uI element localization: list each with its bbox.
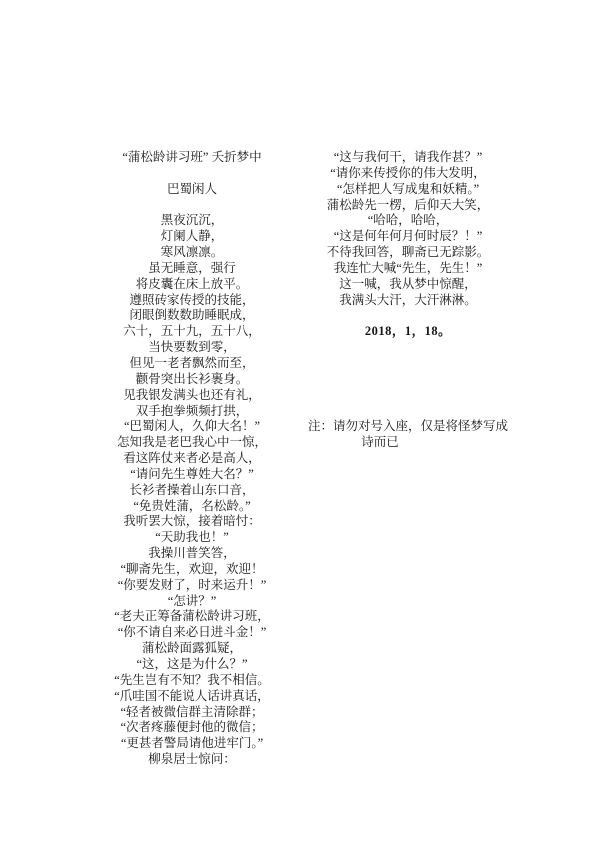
poem-line: 寒风凛凛。 <box>160 245 224 260</box>
poem-line: “怎讲？” <box>167 593 217 608</box>
blank-line <box>87 198 297 214</box>
poem-line: 我满头大汗，大汗淋淋。 <box>339 292 477 307</box>
poem-line: “次者疼藤便封他的微信； <box>120 720 264 735</box>
poem-line: “你要发财了，时来运升！” <box>117 577 267 592</box>
poem-author: 巴蜀闲人 <box>166 181 217 196</box>
poem-line: 灯阑人静， <box>160 229 224 244</box>
poem-line: 我操川普笑答， <box>148 546 236 561</box>
poem-line: “天助我也！” <box>155 530 229 545</box>
blank-line <box>303 388 513 404</box>
poem-line: 当快要数到零， <box>148 340 236 355</box>
poem-line: “这与我何干，请我作甚？” <box>333 150 483 164</box>
poem-line: 颧骨突出长衫裹身。 <box>135 371 249 386</box>
poem-right-lines <box>303 150 513 308</box>
blank-line <box>303 340 513 356</box>
poem-line: 我听罢大惊，接着暗忖： <box>123 514 261 529</box>
poem-line: “更甚者警局请他进牢门。” <box>120 736 264 751</box>
poem-line: 虽无睡意，强行 <box>148 260 236 275</box>
poem-line: 双手抱拳频频打拱， <box>135 403 249 418</box>
poem-left-column <box>87 150 297 768</box>
poem-line: “聊斋先生，欢迎，欢迎！ <box>120 561 264 576</box>
poem-line: 这一喊，我从梦中惊醒， <box>339 276 477 291</box>
poem-line: 柳泉居士惊问： <box>148 752 236 767</box>
poem-line: 蒲松龄先一楞，后仰天大笑， <box>326 197 490 212</box>
poem-line: 蒲松龄面露狐疑， <box>141 641 242 656</box>
poem-line: “哈哈，哈哈， <box>367 213 449 228</box>
poem-date: 2018，1，18。 <box>364 324 452 339</box>
poem-line: “怎样把人写成鬼和妖精。” <box>336 181 480 196</box>
poem-line: 长衫者操着山东口音， <box>129 482 255 497</box>
blank-line <box>303 308 513 324</box>
poem-line: 见我银发满头也还有礼， <box>123 387 261 402</box>
poem-line: 黑夜沉沉， <box>160 213 224 228</box>
poem-line: 将皮囊在床上放平。 <box>135 276 249 291</box>
poem-line: “这是何年何月何时辰？！” <box>333 229 483 244</box>
poem-line: “这，这是为什么？” <box>136 657 248 671</box>
poem-line: “爪哇国不能说人话讲真话， <box>114 688 270 703</box>
poem-line: “先生岂有不知？我不相信。 <box>114 672 270 687</box>
blank-line <box>303 372 513 388</box>
poem-line: 闭眼倒数数助睡眠成， <box>129 308 255 323</box>
note-line-2: 诗而已 <box>361 435 399 450</box>
poem-line: 六十，五十九，五十八， <box>123 324 261 339</box>
poem-line: “轻者被微信群主清除群； <box>120 704 264 719</box>
poem-line: 看这阵仗来者必是高人， <box>123 451 261 466</box>
poem-line: 我连忙大喊“先生，先生！” <box>333 260 483 275</box>
poem-line: 遵照砖家传授的技能， <box>129 292 255 307</box>
poem-line: 怎知我是老巴我心中一惊， <box>116 435 267 450</box>
poem-right-column <box>303 150 513 451</box>
poem-line: 但见一老者飘然而至， <box>129 355 255 370</box>
blank-line <box>303 356 513 372</box>
poem-line: “请你来传授你的伟大发明， <box>330 165 486 180</box>
poem-line: “你不请自来必日进斗金！” <box>117 625 267 640</box>
poem-line: “老夫正筹备蒲松龄讲习班， <box>114 609 270 624</box>
note-line-1: 注：请勿对号入座，仅是将怪梦写成 <box>307 419 508 434</box>
blank-line <box>303 404 513 420</box>
poem-left-lines <box>87 213 297 768</box>
poem-line: “请问先生尊姓大名？” <box>130 466 254 481</box>
poem-title: “蒲松龄讲习班” 夭折梦中 <box>122 150 262 164</box>
poem-line: “免贵姓蒲，名松龄。” <box>133 498 251 513</box>
poem-line: “巴蜀闲人，久仰大名！” <box>123 419 261 434</box>
poem-line: 不待我回答，聊斋已无踪影。 <box>326 245 490 260</box>
blank-line <box>87 166 297 182</box>
